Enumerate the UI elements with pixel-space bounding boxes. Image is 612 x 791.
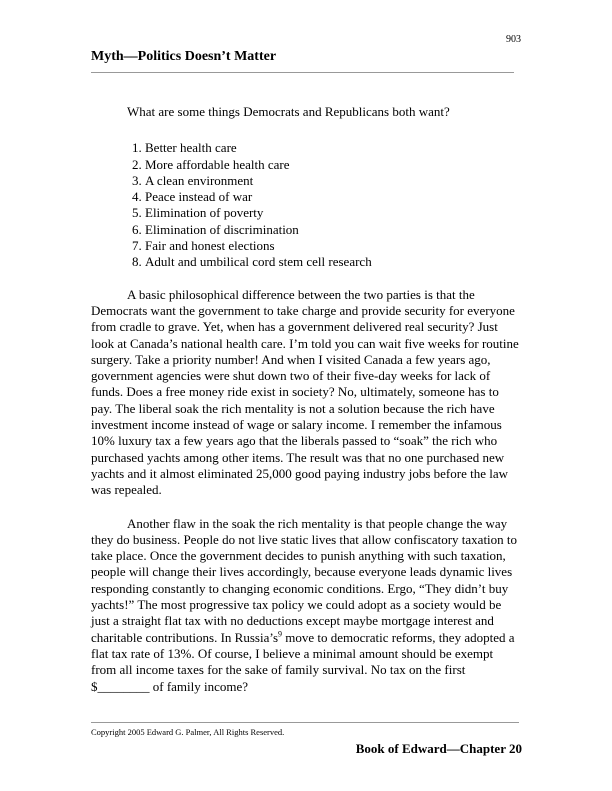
question-text: What are some things Democrats and Republicans both want? (127, 104, 450, 119)
list-item: 2. More affordable health care (145, 157, 521, 173)
running-title: Myth—Politics Doesn’t Matter (91, 49, 277, 64)
list-item: 6. Elimination of discrimination (145, 222, 521, 238)
copyright-notice: Copyright 2005 Edward G. Palmer, All Rights Reserved. (91, 727, 285, 737)
list-item: 1. Better health care (145, 140, 521, 156)
list-item: 4. Peace instead of war (145, 189, 521, 205)
paragraph-2-part-2: move to democratic reforms, they adopted a flat tax rate of 13%. Of course, I believe a minimal amount should be exempt from all income taxes for the sake of family survival. No tax on the first $________ of family income? (91, 629, 515, 694)
page-number: 903 (506, 34, 521, 45)
list-item: 8. Adult and umbilical cord stem cell research (145, 254, 521, 270)
footnote-ref: 9 (278, 629, 283, 639)
list-item: 7. Fair and honest elections (145, 238, 521, 254)
paragraph-1: A basic philosophical difference between the two parties is that the Democrats want the government to take charge and provide security for everyone from cradle to grave. Yet, when has a government delivered real security? Just look at Canada’s national health care. I’m told you can wait five weeks for routine surgery. Take a priority number! And when I visited Canada a few years ago, government agencies were shut down two of their five-day weeks for lack of funds. Does a free money ride exist in society? No, ultimately, someone has to pay. The liberal soak the rich mentality is not a solution because the rich have investment income instead of wage or salary income. I remember the infamous 10% luxury tax a few years ago that the liberals passed to “soak” the rich who purchased yachts among other items. The result was that no one purchased new yachts and it almost eliminated 25,000 good paying industry jobs before the law was repealed. (91, 286, 519, 498)
header-divider (91, 72, 514, 73)
main-content (91, 104, 521, 712)
paragraph-2 (91, 516, 521, 695)
chapter-label: Book of Edward—Chapter 20 (355, 741, 522, 756)
paragraph-2-part-1: Another flaw in the soak the rich mentality is that people change the way they do business. People do not live static lives that allow confiscatory taxation to take place. Once the government decides to punish anything with such taxation, people will change their lives accordingly, because everyone leads dynamic lives responding constantly to changing economic conditions. Ergo, “They didn’t buy yachts!” The most progressive tax policy we could adopt as a society would be just a straight flat tax with no deductions except maybe mortgage interest and charitable contributions. In Russia’s (91, 515, 518, 645)
list-item: 3. A clean environment (145, 173, 521, 189)
footer-divider (91, 722, 519, 723)
list-item: 5. Elimination of poverty (145, 205, 521, 221)
wants-list (91, 140, 521, 270)
